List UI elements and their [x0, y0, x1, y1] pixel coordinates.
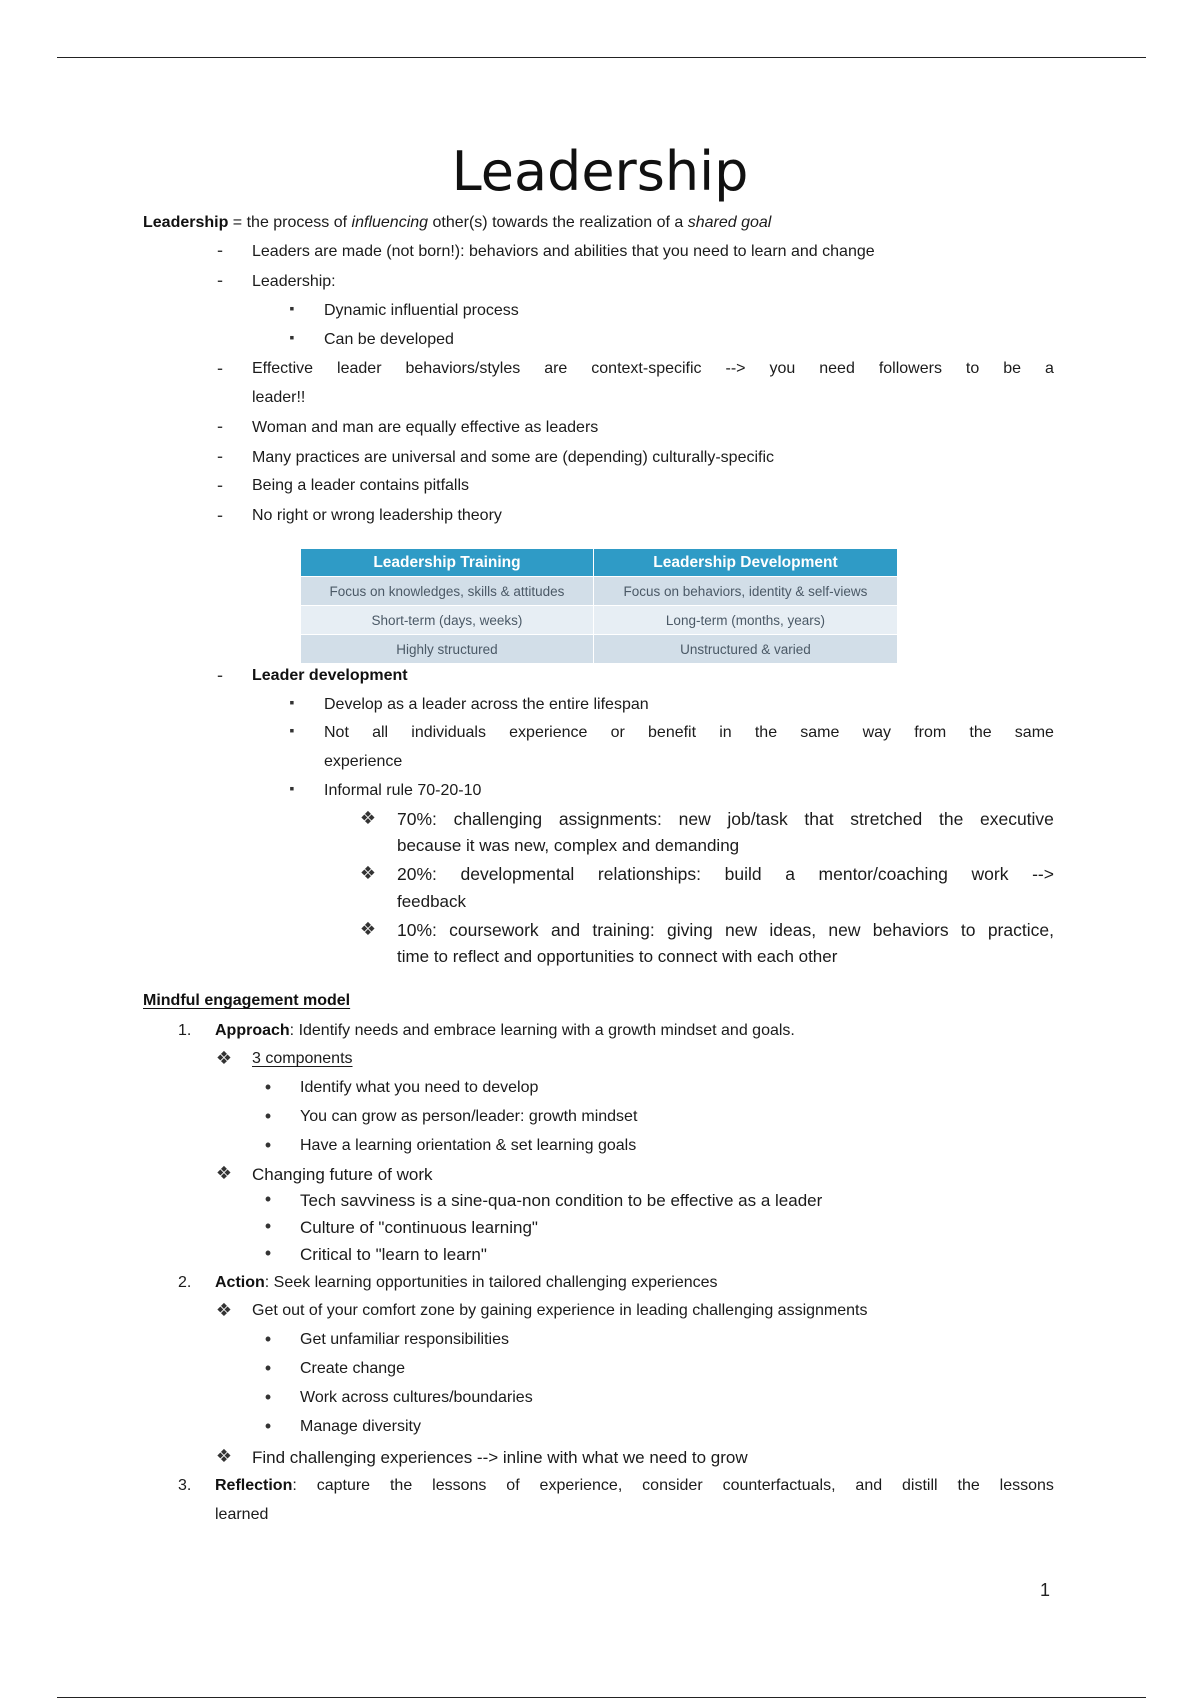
diamond-bullet-icon: ❖ [215, 1048, 233, 1068]
table-row [301, 577, 898, 606]
model-heading: Mindful engagement model [143, 992, 351, 1009]
component-item: You can grow as person/leader: growth mindset [300, 1108, 638, 1125]
table-row [301, 606, 898, 635]
table-cell: Focus on knowledges, skills & attitudes [301, 577, 593, 606]
dot-bullet-icon: • [264, 1106, 272, 1126]
definition-text-1: = the process of [228, 214, 352, 231]
rule-20-line: 20%: developmental relationships: build a mentor/coaching work --> [397, 864, 1054, 884]
comfort-zone-heading: Get out of your comfort zone by gaining experience in leading challenging assignments [252, 1302, 868, 1319]
component-item: Have a learning orientation & set learning goals [300, 1137, 637, 1154]
definition-line [143, 211, 771, 235]
step-reflection: Reflection: capture the lessons of experience, consider counterfactuals, and distill the lessons [215, 1477, 1054, 1494]
rule-10-line: 10%: coursework and training: giving new ideas, new behaviors to practice, [397, 920, 1054, 940]
dot-bullet-icon: • [264, 1416, 272, 1436]
definition-emphasis-2: shared goal [687, 214, 772, 231]
square-bullet-icon: ▪ [289, 780, 295, 796]
dot-bullet-icon: • [264, 1077, 272, 1097]
step-number: 1. [178, 1022, 192, 1039]
bullet-leaders-made: Leaders are made (not born!): behaviors and abilities that you need to learn and change [252, 243, 875, 260]
definition-emphasis-1: influencing [351, 214, 429, 231]
table-cell: Highly structured [301, 635, 593, 664]
step-reflection-cont: learned [215, 1506, 269, 1523]
diamond-bullet-icon: ❖ [215, 1300, 233, 1320]
assignment-item: Work across cultures/boundaries [300, 1389, 533, 1406]
table-header: Leadership Development [593, 549, 897, 577]
table-header: Leadership Training [301, 549, 593, 577]
bullet-practices: Many practices are universal and some are (depending) culturally-specific [252, 449, 775, 466]
header-rule [57, 57, 1146, 58]
sub-bullet-developed: Can be developed [324, 331, 454, 348]
components-heading: 3 components [252, 1050, 353, 1067]
sub-bullet-dynamic: Dynamic influential process [324, 302, 519, 319]
dot-bullet-icon: • [264, 1189, 272, 1209]
definition-term: Leadership [143, 214, 229, 231]
ld-item-individuals: Not all individuals experience or benefit in the same way from the same [324, 724, 1054, 741]
ld-item-informal-rule: Informal rule 70-20-10 [324, 782, 482, 799]
footer-rule [57, 1697, 1146, 1698]
square-bullet-icon: ▪ [289, 694, 295, 710]
table-row [301, 635, 898, 664]
square-bullet-icon: ▪ [289, 329, 295, 345]
ld-item-individuals-cont: experience [324, 753, 403, 770]
component-item: Identify what you need to develop [300, 1079, 539, 1096]
future-of-work-heading: Changing future of work [252, 1165, 433, 1184]
rule-10-cont: time to reflect and opportunities to connect with each other [397, 947, 838, 966]
leader-development-heading: Leader development [252, 667, 408, 684]
step-approach: Approach: Identify needs and embrace learning with a growth mindset and goals. [215, 1022, 795, 1039]
step-number: 3. [178, 1477, 192, 1494]
table-cell: Unstructured & varied [593, 635, 897, 664]
bullet-dash-marker: - [217, 416, 223, 436]
bullet-dash-marker: - [217, 240, 223, 260]
challenging-experiences-heading: Find challenging experiences --> inline with what we need to grow [252, 1448, 748, 1467]
assignment-item: Manage diversity [300, 1418, 421, 1435]
rule-70-line: 70%: challenging assignments: new job/task that stretched the executive [397, 809, 1054, 829]
bullet-dash-marker: - [217, 446, 223, 466]
assignment-item: Create change [300, 1360, 405, 1377]
future-item: Culture of "continuous learning" [300, 1218, 538, 1237]
ld-item-lifespan: Develop as a leader across the entire lifespan [324, 696, 649, 713]
table-header-row [301, 549, 898, 577]
dot-bullet-icon: • [264, 1243, 272, 1263]
dot-bullet-icon: • [264, 1358, 272, 1378]
bullet-effective-leader-cont: leader!! [252, 389, 306, 406]
diamond-bullet-icon: ❖ [215, 1163, 233, 1183]
table-cell: Short-term (days, weeks) [301, 606, 593, 635]
dot-bullet-icon: • [264, 1216, 272, 1236]
square-bullet-icon: ▪ [289, 722, 295, 738]
future-item: Critical to "learn to learn" [300, 1245, 487, 1264]
page-title: Leadership [451, 140, 749, 203]
diamond-bullet-icon: ❖ [359, 919, 377, 939]
bullet-leadership: Leadership: [252, 273, 336, 290]
diamond-bullet-icon: ❖ [215, 1446, 233, 1466]
page-number: 1 [1040, 1580, 1051, 1600]
rule-20-cont: feedback [397, 892, 466, 911]
step-number: 2. [178, 1274, 192, 1291]
bullet-dash-marker: - [217, 270, 223, 290]
bullet-pitfalls: Being a leader contains pitfalls [252, 477, 470, 494]
assignment-item: Get unfamiliar responsibilities [300, 1331, 509, 1348]
step-action: Action: Seek learning opportunities in tailored challenging experiences [215, 1274, 718, 1291]
bullet-no-right-wrong: No right or wrong leadership theory [252, 507, 502, 524]
bullet-dash-marker: - [217, 505, 223, 525]
bullet-woman-man: Woman and man are equally effective as leaders [252, 419, 599, 436]
diamond-bullet-icon: ❖ [359, 808, 377, 828]
future-item: Tech savviness is a sine-qua-non condition to be effective as a leader [300, 1191, 823, 1210]
bullet-dash-marker: - [217, 358, 223, 378]
bullet-effective-leader: Effective leader behaviors/styles are context-specific --> you need followers to be a [252, 360, 1054, 377]
rule-70-cont: because it was new, complex and demanding [397, 836, 740, 855]
square-bullet-icon: ▪ [289, 300, 295, 316]
table-cell: Long-term (months, years) [593, 606, 897, 635]
dot-bullet-icon: • [264, 1387, 272, 1407]
training-vs-development-table [301, 549, 898, 663]
dot-bullet-icon: • [264, 1135, 272, 1155]
definition-text-2: other(s) towards the realization of a [428, 214, 688, 231]
dot-bullet-icon: • [264, 1329, 272, 1349]
table-cell: Focus on behaviors, identity & self-views [593, 577, 897, 606]
bullet-dash-marker: - [217, 475, 223, 495]
bullet-dash-marker: - [217, 665, 223, 685]
diamond-bullet-icon: ❖ [359, 863, 377, 883]
